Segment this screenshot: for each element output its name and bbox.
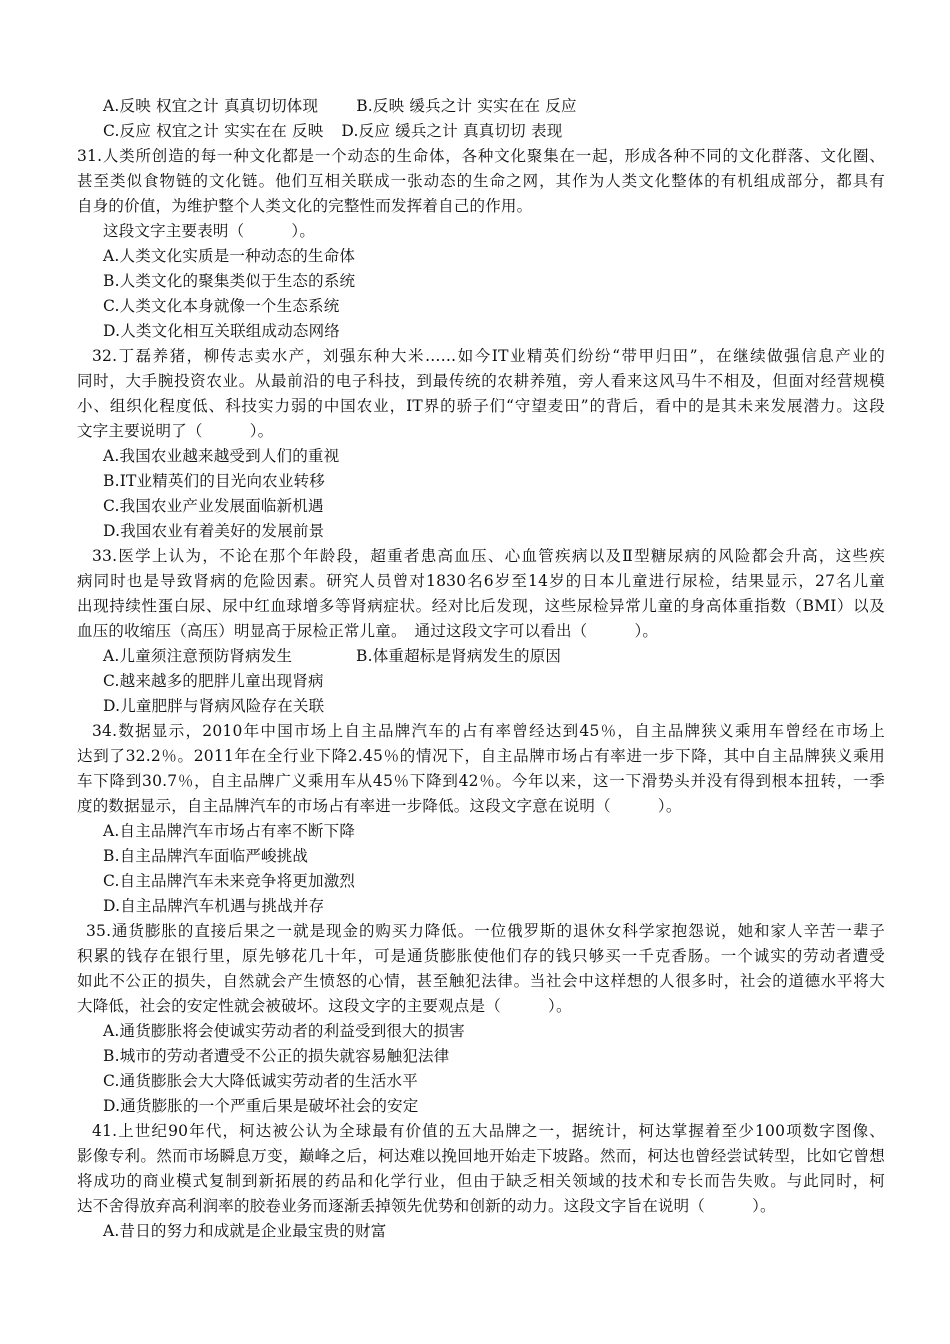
q33-options-ab bbox=[103, 646, 561, 666]
q34-option-d: D.自主品牌汽车机遇与挑战并存 bbox=[103, 897, 325, 915]
q32-text-line-2: 同时，大手腕投资农业。从最前沿的电子科技，到最传统的农耕养殖，旁人看来这风马牛不相及，但面对经营规模 bbox=[77, 372, 885, 390]
q41-text-line-3: 将成功的商业模式复制到新拓展的药品和化学行业，但由于缺乏相关领域的技术和专长而告失败。与此同时，柯 bbox=[77, 1172, 885, 1190]
q41-text-line-1: 41.上世纪90年代，柯达被公认为全球最有价值的五大品牌之一，据统计，柯达掌握着至少100项数字图像、 bbox=[92, 1122, 885, 1140]
q33-text-line-4: 血压的收缩压（高压）明显高于尿检正常儿童。 通过这段文字可以看出（ ）。 bbox=[77, 622, 659, 640]
prev-question-options-ab bbox=[103, 96, 577, 116]
q31-option-d: D.人类文化相互关联组成动态网络 bbox=[103, 322, 341, 340]
q41-option-a: A.昔日的努力和成就是企业最宝贵的财富 bbox=[103, 1222, 387, 1240]
option-a: A.反映 权宜之计 真真切切体现 bbox=[103, 97, 319, 115]
q32-option-a: A.我国农业越来越受到人们的重视 bbox=[103, 447, 340, 465]
q34-text-line-2: 达到了32.2％。2011年在全行业下降2.45％的情况下，自主品牌市场占有率进一步下降，其中自主品牌狭义乘用 bbox=[77, 747, 885, 765]
q35-option-b: B.城市的劳动者遭受不公正的损失就容易触犯法律 bbox=[103, 1047, 450, 1065]
option-d: D.反应 缓兵之计 真真切切 表现 bbox=[341, 122, 563, 140]
q33-option-c: C.越来越多的肥胖儿童出现肾病 bbox=[103, 672, 324, 690]
q32-text-line-1: 32.丁磊养猪，柳传志卖水产，刘强东种大米……如今IT业精英们纷纷“带甲归田”，在继续做强信息产业的 bbox=[92, 347, 885, 365]
option-c: C.反应 权宜之计 实实在在 反映 bbox=[103, 122, 324, 140]
q31-text-line-1: 31.人类所创造的每一种文化都是一个动态的生命体，各种文化聚集在一起，形成各种不同的文化群落、文化圈、 bbox=[77, 147, 885, 165]
q34-text-line-1: 34.数据显示，2010年中国市场上自主品牌汽车的占有率曾经达到45％，自主品牌狭义乘用车曾经在市场上 bbox=[92, 722, 885, 740]
q35-option-c: C.通货膨胀会大大降低诚实劳动者的生活水平 bbox=[103, 1072, 418, 1090]
prev-question-options-cd bbox=[103, 121, 562, 141]
q34-option-a: A.自主品牌汽车市场占有率不断下降 bbox=[103, 822, 356, 840]
q41-text-line-4: 达不舍得放弃高利润率的胶卷业务而逐渐丢掉领先优势和创新的动力。这段文字旨在说明（ ）。 bbox=[77, 1197, 776, 1215]
q34-option-b: B.自主品牌汽车面临严峻挑战 bbox=[103, 847, 309, 865]
q35-option-a: A.通货膨胀将会使诚实劳动者的利益受到很大的损害 bbox=[103, 1022, 465, 1040]
q33-option-d: D.儿童肥胖与肾病风险存在关联 bbox=[103, 697, 325, 715]
q32-option-c: C.我国农业产业发展面临新机遇 bbox=[103, 497, 324, 515]
q31-text-line-2: 甚至类似食物链的文化链。他们互相关联成一张动态的生命之网，其作为人类文化整体的有机组成部分，都具有 bbox=[77, 172, 885, 190]
q32-text-line-4: 文字主要说明了（ ）。 bbox=[77, 422, 274, 440]
q35-text-line-2: 积累的钱存在银行里，原先够花几十年，可是通货膨胀使他们存的钱只够买一千克香肠。一个诚实的劳动者遭受 bbox=[77, 947, 885, 965]
q33-text-line-2: 病同时也是导致肾病的危险因素。研究人员曾对1830名6岁至14岁的日本儿童进行尿检，结果显示，27名儿童 bbox=[77, 572, 885, 590]
q34-text-line-4: 度的数据显示，自主品牌汽车的市场占有率进一步降低。这段文字意在说明（ ）。 bbox=[77, 797, 682, 815]
q31-option-b: B.人类文化的聚集类似于生态的系统 bbox=[103, 272, 356, 290]
q31-text-line-3: 自身的价值，为维护整个人类文化的完整性而发挥着自己的作用。 bbox=[77, 197, 533, 215]
q35-option-d: D.通货膨胀的一个严重后果是破坏社会的安定 bbox=[103, 1097, 419, 1115]
q41-text-line-2: 影像专利。然而市场瞬息万变，巅峰之后，柯达难以挽回地开始走下坡路。然而，柯达也曾经尝试转型，比如它曾想 bbox=[77, 1147, 885, 1165]
q33-text-line-1: 33.医学上认为，不论在那个年龄段，超重者患高血压、心血管疾病以及Ⅱ型糖尿病的风险都会升高，这些疾 bbox=[92, 547, 885, 565]
q31-prompt: 这段文字主要表明（ ）。 bbox=[103, 222, 316, 240]
q33-option-a: A.儿童须注意预防肾病发生 bbox=[103, 647, 293, 665]
q32-option-d: D.我国农业有着美好的发展前景 bbox=[103, 522, 325, 540]
q31-option-c: C.人类文化本身就像一个生态系统 bbox=[103, 297, 340, 315]
q33-option-b: B.体重超标是肾病发生的原因 bbox=[356, 647, 562, 665]
q35-text-line-1: 35.通货膨胀的直接后果之一就是现金的购买力降低。一位俄罗斯的退休女科学家抱怨说，她和家人辛苦一辈子 bbox=[86, 922, 885, 940]
q32-option-b: B.IT业精英们的目光向农业转移 bbox=[103, 472, 325, 490]
q32-text-line-3: 小、组织化程度低、科技实力弱的中国农业，IT界的骄子们“守望麦田”的背后，看中的是其未来发展潜力。这段 bbox=[77, 397, 885, 415]
option-b: B.反映 缓兵之计 实实在在 反应 bbox=[356, 97, 577, 115]
q34-text-line-3: 车下降到30.7％，自主品牌广义乘用车从45％下降到42％。今年以来，这一下滑势头并没有得到根本扭转，一季 bbox=[77, 772, 885, 790]
q34-option-c: C.自主品牌汽车未来竞争将更加激烈 bbox=[103, 872, 356, 890]
q33-text-line-3: 出现持续性蛋白尿、尿中红血球增多等肾病症状。经对比后发现，这些尿检异常儿童的身高体重指数（BMI）以及 bbox=[77, 597, 885, 615]
q35-text-line-3: 如此不公正的损失，自然就会产生愤怒的心情，甚至触犯法律。当社会中这样想的人很多时，社会的道德水平将大 bbox=[77, 972, 885, 990]
q31-option-a: A.人类文化实质是一种动态的生命体 bbox=[103, 247, 356, 265]
q35-text-line-4: 大降低，社会的安定性就会被破坏。这段文字的主要观点是（ ）。 bbox=[77, 997, 572, 1015]
